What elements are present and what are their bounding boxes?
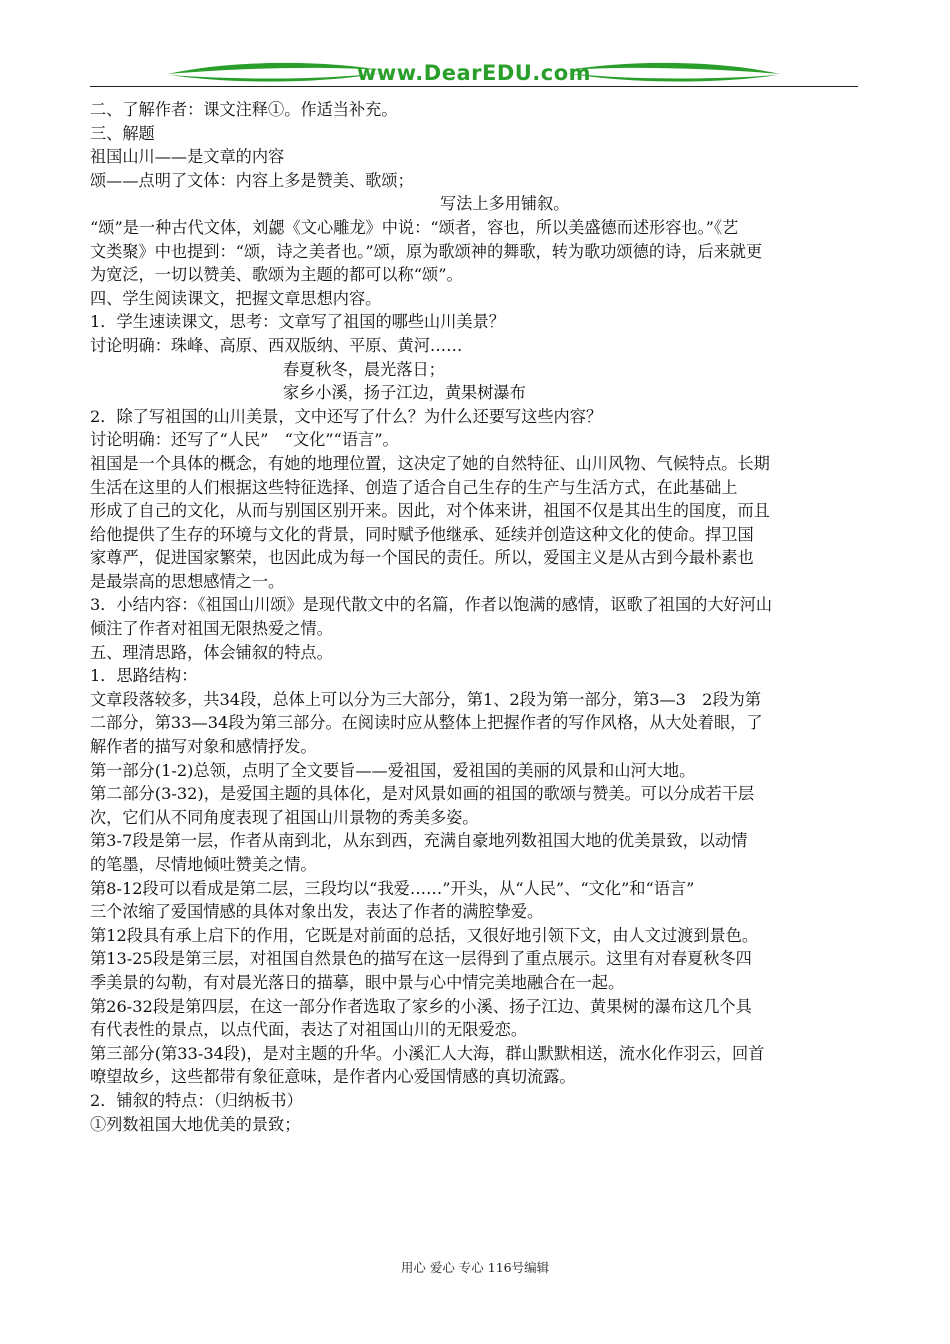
text-line: 祖国是一个具体的概念，有她的地理位置，这决定了她的自然特征、山川风物、气候特点。长期: [90, 453, 770, 473]
text-line: 季美景的勾勒，有对晨光落日的描摹，眼中景与心中情完美地融合在一起。: [90, 972, 625, 992]
text-line: 二、了解作者：课文注释①。作适当补充。: [90, 100, 398, 119]
text-line: 颂——点明了文体：内容上多是赞美、歌颂；: [90, 170, 414, 190]
text-line: 第一部分(1-2)总领，点明了全文要旨——爱祖国，爱祖国的美丽的风景和山河大地。: [90, 760, 696, 780]
text-line: 第二部分(3-32)，是爱国主题的具体化，是对风景如画的祖国的歌颂与赞美。可以分成若干层: [90, 784, 755, 804]
text-line: 生活在这里的人们根据这些特征选择、创造了适合自己生存的生产与生活方式，在此基础上: [90, 477, 738, 497]
text-line: 文章段落较多，共34段，总体上可以分为三大部分，第1、2段为第一部分，第3—3 2段为第: [90, 689, 762, 709]
header-divider: [90, 86, 858, 87]
site-logo[interactable]: www.DearEDU.com: [356, 61, 592, 85]
text-line: 五、理清思路，体会铺叙的特点。: [90, 642, 333, 662]
text-line: 为宽泛，一切以赞美、歌颂为主题的都可以称“颂”。: [90, 265, 463, 285]
text-line: 第12段具有承上启下的作用，它既是对前面的总括，又很好地引领下文，由人文过渡到景色。: [90, 925, 759, 945]
text-line: 二部分，第33—34段为第三部分。在阅读时应从整体上把握作者的写作风格，从大处着眼，了: [90, 713, 763, 733]
text-line: 写法上多用铺叙。: [440, 194, 570, 214]
text-line: ①列数祖国大地优美的景致；: [90, 1114, 301, 1134]
text-line: 三个浓缩了爱国情感的具体对象出发，表达了作者的满腔挚爱。: [90, 902, 544, 922]
text-line: 1．学生速读课文，思考：文章写了祖国的哪些山川美景？: [90, 312, 505, 332]
text-line: 是最崇高的思想感情之一。: [90, 571, 285, 591]
text-line: 三、解题: [90, 123, 155, 143]
text-line: 2．铺叙的特点：（归纳板书）: [90, 1090, 303, 1110]
text-line: 家尊严，促进国家繁荣，也因此成为每一个国民的责任。所以，爱国主义是从古到今最朴素也: [90, 548, 754, 568]
text-line: 祖国山川——是文章的内容: [90, 147, 285, 167]
text-line: 文类聚》中也提到：“颂，诗之美者也。”颂，原为歌颂神的舞歌，转为歌功颂德的诗，后来就更: [90, 241, 763, 261]
text-line: 3．小结内容：《祖国山川颂》是现代散文中的名篇，作者以饱满的感情，讴歌了祖国的大好河山: [90, 595, 773, 615]
text-line: 2．除了写祖国的山川美景，文中还写了什么？为什么还要写这些内容？: [90, 406, 603, 426]
text-line: 四、学生阅读课文，把握文章思想内容。: [90, 288, 382, 308]
text-line: 次，它们从不同角度表现了祖国山川景物的秀美多姿。: [90, 807, 479, 827]
text-line: 嘹望故乡，这些都带有象征意味，是作者内心爱国情感的真切流露。: [90, 1067, 576, 1087]
text-line: 解作者的描写对象和感情抒发。: [90, 737, 317, 757]
text-line: 春夏秋冬，晨光落日；: [283, 359, 445, 379]
text-line: 家乡小溪，扬子江边，黄果树瀑布: [283, 383, 526, 403]
text-line: 第3-7段是第一层，作者从南到北，从东到西，充满自豪地列数祖国大地的优美景致，以动情: [90, 831, 748, 851]
text-line: 第26-32段是第四层，在这一部分作者选取了家乡的小溪、扬子江边、黄果树的瀑布这几个具: [90, 996, 752, 1016]
text-line: “颂”是一种古代文体，刘勰《文心雕龙》中说：“颂者，容也，所以美盛德而述形容也。”《艺: [90, 217, 739, 237]
text-line: 讨论明确：还写了“人民” “文化”“语言”。: [90, 430, 399, 450]
text-line: 有代表性的景点，以点代面，表达了对祖国山川的无限爱恋。: [90, 1020, 528, 1040]
text-line: 倾注了作者对祖国无限热爱之情。: [90, 619, 333, 639]
document-body: [90, 98, 860, 1136]
text-line: 的笔墨，尽情地倾吐赞美之情。: [90, 855, 317, 874]
text-line: 第13-25段是第三层，对祖国自然景色的描写在这一层得到了重点展示。这里有对春夏秋冬四: [90, 949, 752, 969]
page-footer: 用心 爱心 专心 116号编辑: [400, 1260, 550, 1275]
text-line: 1．思路结构：: [90, 666, 198, 686]
text-line: 形成了自己的文化，从而与别国区别开来。因此，对个体来讲，祖国不仅是其出生的国度，而且: [90, 501, 770, 521]
text-line: 第三部分(第33-34段)，是对主题的升华。小溪汇人大海，群山默默相送，流水化作羽云，回首: [90, 1043, 765, 1063]
text-line: 第8-12段可以看成是第二层，三段均以“我爱……”开头，从“人民”、“文化”和“语言”: [90, 878, 695, 898]
text-line: 讨论明确：珠峰、高原、西双版纳、平原、黄河……: [90, 335, 463, 355]
text-line: 给他提供了生存的环境与文化的背景，同时赋予他继承、延续并创造这种文化的使命。捍卫国: [90, 524, 754, 544]
